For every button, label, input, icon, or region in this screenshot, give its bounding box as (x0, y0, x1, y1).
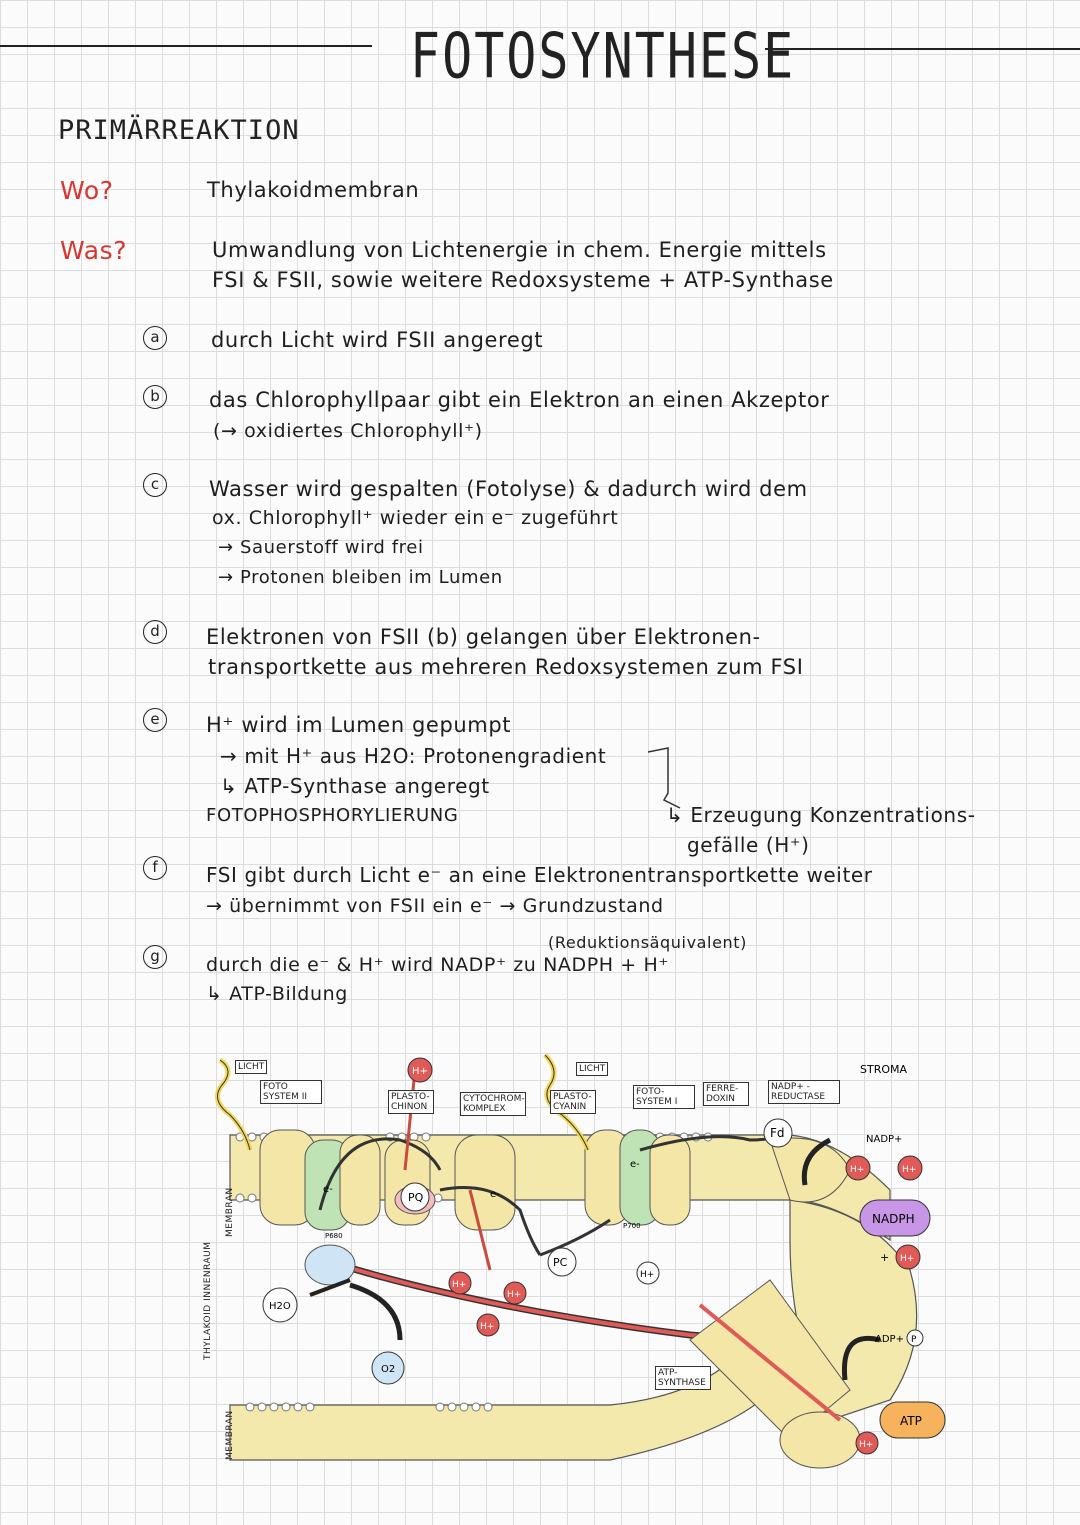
step-marker-g: g (143, 945, 167, 969)
nadp-plus-label: NADP+ (866, 1134, 903, 1145)
fotosystem-1-label: FOTO- SYSTEM I (633, 1085, 695, 1109)
step-marker-d: d (143, 620, 167, 644)
hplus-label-7: H+ (902, 1165, 917, 1175)
fd-label: Fd (770, 1126, 785, 1140)
p700-label: P700 (623, 1222, 641, 1230)
hplus-label-3: H+ (507, 1290, 522, 1300)
step-b-line-2: (→ oxidiertes Chlorophyll⁺) (213, 420, 483, 442)
hplus-label-9: H+ (859, 1440, 874, 1450)
step-e-line-4: FOTOPHOSPHORYLIERUNG (206, 805, 459, 826)
electron-label-2: e- (490, 1189, 500, 1200)
section-heading: PRIMÄRREAKTION (58, 115, 300, 146)
what-line-2: FSI & FSII, sowie weitere Redoxsysteme + ATP-Synthase (212, 268, 834, 292)
what-line-1: Umwandlung von Lichtenergie in chem. Energie mittels (212, 238, 827, 262)
fotosystem-2-label: FOTO SYSTEM II (260, 1080, 322, 1104)
step-g-note: (Reduktionsäquivalent) (548, 933, 747, 952)
h2o-label: H2O (269, 1301, 291, 1312)
electron-label-3: e- (630, 1159, 640, 1170)
membran-label-1: MEMBRAN (225, 1187, 235, 1237)
step-f-line-2: → übernimmt von FSII ein e⁻ → Grundzustand (206, 895, 664, 917)
where-label: Wo? (60, 176, 114, 205)
plastocyanin-label: PLASTO- CYANIN (550, 1090, 596, 1114)
licht-label-2: LICHT (576, 1062, 608, 1076)
hplus-label-5: H+ (640, 1270, 655, 1280)
hplus-label-6: H+ (850, 1165, 865, 1175)
page-title: FOTOSYNTHESE (410, 20, 796, 93)
hplus-label-2: H+ (452, 1280, 467, 1290)
step-d-line-2: transportkette aus mehreren Redoxsystemen zum FSI (208, 655, 804, 679)
pq-label: PQ (408, 1191, 424, 1204)
step-e-note-2: gefälle (H⁺) (687, 833, 810, 857)
step-marker-b: b (143, 385, 167, 409)
step-e-note-1: ↳ Erzeugung Konzentrations- (666, 803, 976, 827)
step-marker-a: a (143, 326, 167, 350)
step-d-line-1: Elektronen von FSII (b) gelangen über Elektronen- (206, 625, 761, 649)
hplus-label-8: H+ (900, 1254, 915, 1264)
stroma-label: STROMA (860, 1063, 908, 1076)
step-b-line-1: das Chlorophyllpaar gibt ein Elektron an einen Akzeptor (209, 388, 830, 412)
lower-membrane (230, 1340, 790, 1460)
phosphate-label: P (911, 1335, 917, 1345)
cytochrom-label: CYTOCHROM- KOMPLEX (460, 1092, 526, 1116)
p680-label: P680 (325, 1232, 343, 1240)
plastochinon-label: PLASTO- CHINON (388, 1090, 434, 1114)
step-e-line-2: → mit H⁺ aus H2O: Protonengradient (220, 744, 607, 768)
ferredoxin-label: FERRE- DOXIN (703, 1082, 749, 1106)
where-value: Thylakoidmembran (207, 178, 420, 202)
step-a-line-1: durch Licht wird FSII angeregt (211, 328, 544, 352)
step-e-line-1: H⁺ wird im Lumen gepumpt (206, 713, 512, 737)
hplus-label-4: H+ (480, 1322, 495, 1332)
nadph-label: NADPH (872, 1212, 915, 1226)
title-rule-left (0, 45, 372, 47)
atp-synthase-label: ATP- SYNTHASE (655, 1366, 711, 1390)
step-marker-f: f (143, 856, 167, 880)
step-c-line-2: ox. Chlorophyll⁺ wieder ein e⁻ zugeführt (212, 507, 619, 529)
step-marker-e: e (143, 708, 167, 732)
step-c-line-1: Wasser wird gespalten (Fotolyse) & dadurch wird dem (209, 477, 808, 501)
plus-label: + (880, 1251, 890, 1264)
step-g-line-2: ↳ ATP-Bildung (206, 983, 348, 1005)
step-marker-c: c (143, 473, 167, 497)
what-label: Was? (60, 236, 128, 265)
membran-label-2: MEMBRAN (225, 1410, 235, 1460)
o2-label: O2 (381, 1364, 396, 1375)
step-f-line-1: FSI gibt durch Licht e⁻ an eine Elektronentransportkette weiter (206, 863, 873, 887)
innenraum-label: THYLAKOID INNENRAUM (203, 1241, 213, 1360)
step-g-line-1: durch die e⁻ & H⁺ wird NADP⁺ zu NADPH + H⁺ (206, 954, 669, 976)
step-c-line-4: → Protonen bleiben im Lumen (218, 567, 503, 588)
licht-label-1: LICHT (235, 1060, 267, 1074)
electron-label-1: e- (323, 1184, 333, 1195)
step-e-line-3: ↳ ATP-Synthase angeregt (220, 774, 490, 798)
step-c-line-3: → Sauerstoff wird frei (218, 537, 424, 558)
nadp-reductase-label: NADP+ - REDUCTASE (768, 1080, 840, 1104)
photosystem-1 (585, 1130, 690, 1225)
title-rule-right (765, 48, 1080, 50)
atp-label: ATP (900, 1414, 922, 1428)
adp-label: ADP+ (875, 1334, 904, 1345)
pc-label: PC (553, 1256, 568, 1269)
hplus-label-1: H+ (412, 1066, 428, 1077)
